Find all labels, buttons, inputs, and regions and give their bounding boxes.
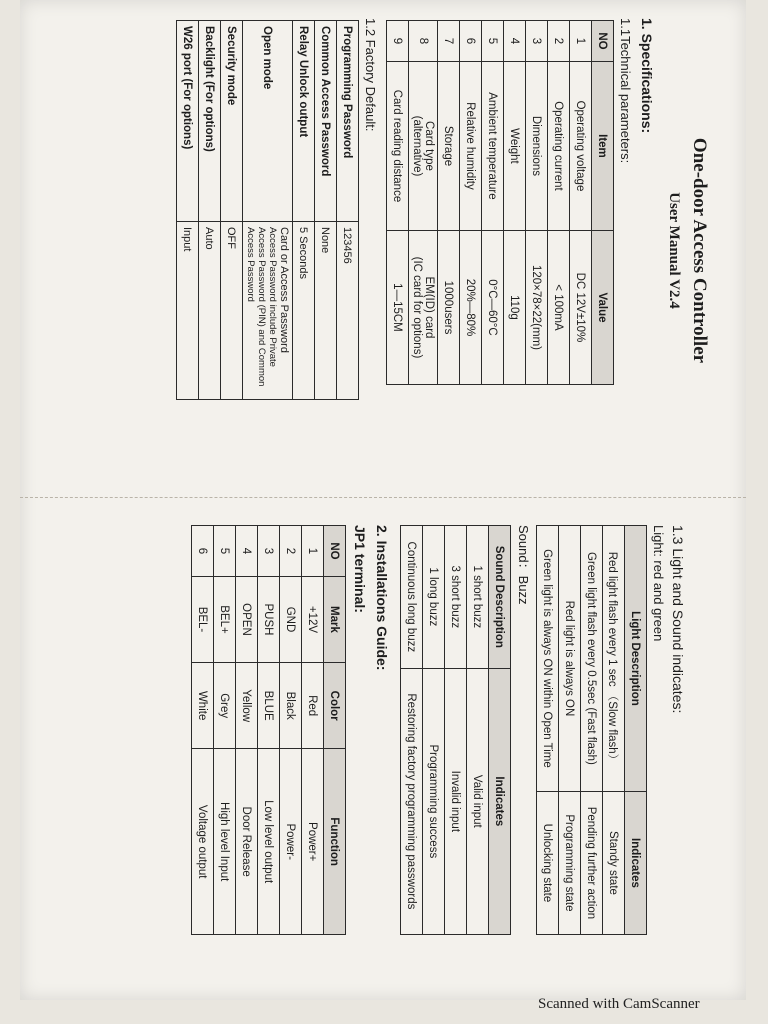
cell: Power- bbox=[280, 749, 302, 935]
cell: Standy state bbox=[603, 791, 625, 934]
cell: Green light is always ON within Open Time bbox=[537, 526, 559, 792]
cell: PUSH bbox=[258, 577, 280, 663]
cell: 6 bbox=[192, 526, 214, 577]
cell: Auto bbox=[199, 222, 221, 400]
sound-caption: Sound：Buzz bbox=[516, 525, 531, 605]
document-subtitle: User Manual V2.4 bbox=[666, 192, 682, 309]
table-row bbox=[315, 21, 337, 400]
cell: Common Access Password bbox=[315, 21, 337, 222]
cell: BLUE bbox=[258, 662, 280, 748]
cell: 1000users bbox=[438, 230, 460, 384]
column-header: Color bbox=[324, 662, 346, 748]
cell: BEL+ bbox=[214, 577, 236, 663]
cell: 3 bbox=[258, 526, 280, 577]
cell: Restoring factory programming passwords bbox=[401, 668, 423, 934]
cell: 7 bbox=[438, 21, 460, 62]
table-row bbox=[387, 21, 409, 385]
cell: Card type (alternative) bbox=[409, 62, 438, 231]
light-indicates-table bbox=[536, 525, 647, 935]
cell: OPEN bbox=[236, 577, 258, 663]
cell: Backlight (For options) bbox=[199, 21, 221, 222]
cell: Red light flash every 1 sec （Slow flash） bbox=[603, 526, 625, 792]
light-caption: Light: red and green bbox=[651, 525, 666, 642]
jp1-terminal-caption: JP1 terminal: bbox=[352, 525, 368, 613]
cell: 1 bbox=[302, 526, 324, 577]
cell: Dimensions bbox=[526, 62, 548, 231]
cell: Weight bbox=[504, 62, 526, 231]
table-row bbox=[548, 21, 570, 385]
cell: Operating voltage bbox=[570, 62, 592, 231]
subsection-factory-default: 1.2 Factory Default: bbox=[363, 18, 378, 132]
cell: Valid input bbox=[467, 668, 489, 934]
page-fold-line bbox=[20, 497, 746, 498]
cell: Grey bbox=[214, 662, 236, 748]
sound-indicates-table bbox=[400, 525, 511, 935]
cell: +12V bbox=[302, 577, 324, 663]
cell: OFF bbox=[221, 222, 243, 400]
cell: Yellow bbox=[236, 662, 258, 748]
subsection-light-sound: 1.3 Light and Sound indicates: bbox=[670, 525, 686, 714]
camscanner-watermark: Scanned with CamScanner bbox=[538, 996, 700, 1012]
section-installations-guide: 2. Installations Guide: bbox=[374, 525, 390, 671]
column-header: Sound Description bbox=[489, 526, 511, 669]
section-specifications: 1. Specifications: bbox=[639, 18, 655, 134]
table-row bbox=[570, 21, 592, 385]
cell: < 100mA bbox=[548, 230, 570, 384]
cell: 1 short buzz bbox=[467, 526, 489, 669]
table-row bbox=[236, 526, 258, 935]
cell: Programming Password bbox=[337, 21, 359, 222]
table-row bbox=[460, 21, 482, 385]
cell: 3 short buzz bbox=[445, 526, 467, 669]
cell: Black bbox=[280, 662, 302, 748]
manual-page-2 bbox=[196, 525, 690, 965]
cell: 8 bbox=[409, 21, 438, 62]
document-title: One-door Access Controller bbox=[689, 137, 710, 364]
cell: Open mode bbox=[243, 21, 293, 222]
cell: 3 bbox=[526, 21, 548, 62]
column-header: Value bbox=[592, 230, 614, 384]
cell: Door Release bbox=[236, 749, 258, 935]
column-header: NO bbox=[592, 21, 614, 62]
cell: 6 bbox=[460, 21, 482, 62]
table-row bbox=[243, 21, 293, 400]
cell: Programming success bbox=[423, 668, 445, 934]
cell: 20%—80% bbox=[460, 230, 482, 384]
table-row bbox=[280, 526, 302, 935]
cell: Continuous long buzz bbox=[401, 526, 423, 669]
technical-parameters-table bbox=[386, 20, 614, 385]
cell: Power+ bbox=[302, 749, 324, 935]
cell: Storage bbox=[438, 62, 460, 231]
table-row bbox=[214, 526, 236, 935]
cell: Card reading distance bbox=[387, 62, 409, 231]
table-row bbox=[438, 21, 460, 385]
table-row bbox=[537, 526, 559, 935]
table-row bbox=[482, 21, 504, 385]
cell: Invalid input bbox=[445, 668, 467, 934]
table-row bbox=[559, 526, 581, 935]
cell: GND bbox=[280, 577, 302, 663]
cell: EM(ID) card (IC card for options) bbox=[409, 230, 438, 384]
cell: 110g bbox=[504, 230, 526, 384]
cell: BEL- bbox=[192, 577, 214, 663]
factory-default-table bbox=[176, 20, 359, 400]
table-row bbox=[293, 21, 315, 400]
cell: 2 bbox=[548, 21, 570, 62]
subsection-technical-parameters: 1.1Technical parameters: bbox=[618, 18, 633, 164]
table-row bbox=[192, 526, 214, 935]
cell: High level Input bbox=[214, 749, 236, 935]
cell: 0°C—60°C bbox=[482, 230, 504, 384]
cell: None bbox=[315, 222, 337, 400]
cell: Security mode bbox=[221, 21, 243, 222]
column-header: Indicates bbox=[489, 668, 511, 934]
cell: Operating current bbox=[548, 62, 570, 231]
cell: Unlocking state bbox=[537, 791, 559, 934]
cell: 1 bbox=[570, 21, 592, 62]
column-header: Light Description bbox=[625, 526, 647, 792]
cell: Relative humidity bbox=[460, 62, 482, 231]
cell: 123456 bbox=[337, 222, 359, 400]
open-mode-note: Access Password include Private Access Password (PIN) and Common Access Password bbox=[245, 227, 278, 387]
table-row bbox=[504, 21, 526, 385]
open-mode-value: Card or Access Password bbox=[278, 227, 290, 353]
table-row bbox=[221, 21, 243, 400]
manual-page-1 bbox=[90, 18, 710, 483]
cell: Green light flash every 0.5sec (Fast flash) bbox=[581, 526, 603, 792]
table-row bbox=[603, 526, 625, 935]
cell: Red bbox=[302, 662, 324, 748]
cell: DC 12V±10% bbox=[570, 230, 592, 384]
table-row bbox=[581, 526, 603, 935]
cell: Red light is always ON bbox=[559, 526, 581, 792]
cell: 2 bbox=[280, 526, 302, 577]
cell: 1—15CM bbox=[387, 230, 409, 384]
column-header: Mark bbox=[324, 577, 346, 663]
table-row bbox=[526, 21, 548, 385]
cell: 4 bbox=[236, 526, 258, 577]
cell: Input bbox=[177, 222, 199, 400]
table-row bbox=[445, 526, 467, 935]
table-row bbox=[409, 21, 438, 385]
cell: White bbox=[192, 662, 214, 748]
cell: 5 bbox=[214, 526, 236, 577]
cell: 5 bbox=[482, 21, 504, 62]
table-row bbox=[467, 526, 489, 935]
cell: 4 bbox=[504, 21, 526, 62]
column-header: Indicates bbox=[625, 791, 647, 934]
cell: 5 Seconds bbox=[293, 222, 315, 400]
column-header: Function bbox=[324, 749, 346, 935]
cell: Low level output bbox=[258, 749, 280, 935]
table-row bbox=[258, 526, 280, 935]
cell: Relay Unlock output bbox=[293, 21, 315, 222]
cell: Voltage output bbox=[192, 749, 214, 935]
table-row bbox=[302, 526, 324, 935]
cell: 1 long buzz bbox=[423, 526, 445, 669]
cell: 120×78×22(mm) bbox=[526, 230, 548, 384]
cell: Pending further action bbox=[581, 791, 603, 934]
table-row bbox=[199, 21, 221, 400]
table-row bbox=[401, 526, 423, 935]
table-row bbox=[337, 21, 359, 400]
cell: 9 bbox=[387, 21, 409, 62]
cell: Ambient temperature bbox=[482, 62, 504, 231]
jp1-terminal-table bbox=[191, 525, 346, 935]
cell: W26 port (For options) bbox=[177, 21, 199, 222]
column-header: NO bbox=[324, 526, 346, 577]
cell bbox=[243, 222, 293, 400]
cell: Programming state bbox=[559, 791, 581, 934]
table-row bbox=[423, 526, 445, 935]
table-row bbox=[177, 21, 199, 400]
column-header: Item bbox=[592, 62, 614, 231]
